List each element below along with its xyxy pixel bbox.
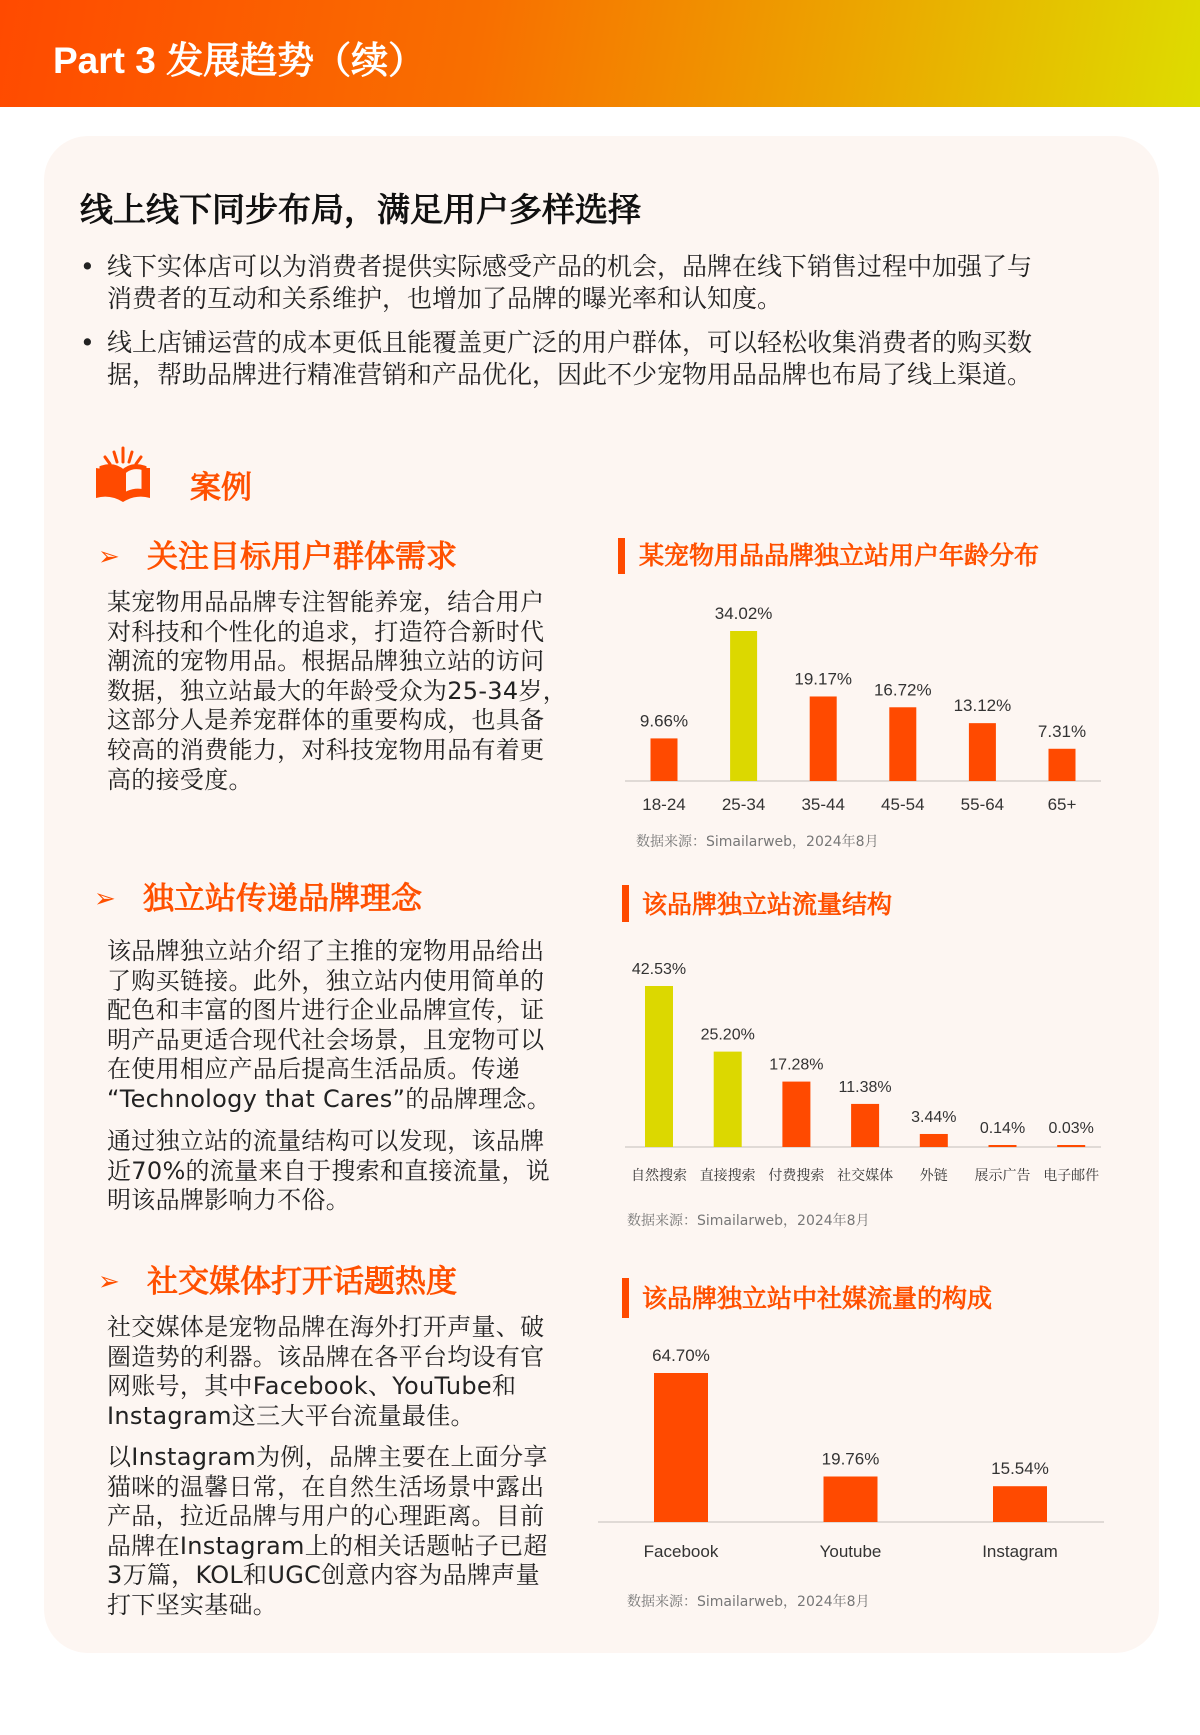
chart-title: 该品牌独立站流量结构 — [642, 890, 893, 919]
text-line: 圈造势的利器。该品牌在各平台均设有官 — [107, 1342, 545, 1371]
text-line: 猫咪的温馨日常，在自然生活场景中露出 — [107, 1472, 545, 1501]
text-line: 明该品牌影响力不俗。 — [107, 1186, 350, 1215]
page-header — [0, 0, 1200, 107]
section-paragraph — [107, 1313, 544, 1431]
text-line: 配色和丰富的图片进行企业品牌宣传，证 — [107, 996, 545, 1025]
text-line: 数据，独立站最大的年龄受众为25-34岁， — [107, 676, 568, 705]
text-line: 网账号，其中Facebook、YouTube和 — [107, 1372, 517, 1401]
data-label: 42.53% — [631, 961, 687, 978]
page-title: Part 3 发展趋势（续） — [53, 40, 426, 81]
chart-title-bar — [618, 538, 625, 574]
data-label: 15.54% — [991, 1459, 1049, 1479]
text-line: 产品，拉近品牌与用户的心理距离。目前 — [107, 1502, 545, 1531]
chart-source: 数据来源：Simailarweb，2024年8月 — [627, 1213, 870, 1229]
chart-title-bar — [622, 885, 629, 922]
text-line: 该品牌独立站介绍了主推的宠物用品给出 — [107, 937, 545, 965]
text-line: 高的接受度。 — [107, 765, 253, 794]
text-line: 某宠物用品品牌专注智能养宠，结合用户 — [107, 588, 545, 616]
open-book-icon — [92, 444, 154, 506]
bullet-line: 线上店铺运营的成本更低且能覆盖更广泛的用户群体，可以轻松收集消费者的购买数 — [107, 328, 1033, 357]
bullet-line: 线下实体店可以为消费者提供实际感受产品的机会，品牌在线下销售过程中加强了与 — [107, 252, 1033, 281]
category-label: 自然搜索 — [631, 1167, 687, 1183]
section-title: 社交媒体打开话题热度 — [147, 1264, 457, 1300]
category-label: 35-44 — [801, 795, 845, 814]
category-label: 25-34 — [721, 795, 766, 814]
data-label: 19.76% — [821, 1449, 880, 1469]
data-label: 19.17% — [794, 669, 853, 689]
text-line: 这部分人是养宠群体的重要构成，也具备 — [107, 706, 545, 735]
data-label: 0.03% — [1048, 1120, 1094, 1137]
text-line: 潮流的宠物用品。根据品牌独立站的访问 — [107, 647, 545, 676]
bullet-line: 消费者的互动和关系维护，也增加了品牌的曝光率和认知度。 — [107, 284, 783, 313]
data-label: 7.31% — [1037, 721, 1087, 741]
text-line: 通过独立站的流量结构可以发现，该品牌 — [107, 1127, 545, 1155]
text-line: 品牌在Instagram上的相关话题帖子已超 — [107, 1531, 548, 1560]
text-line: 近70%的流量来自于搜索和直接流量，说 — [107, 1156, 551, 1185]
arrow-icon: ➢ — [98, 1267, 120, 1297]
category-label: 65+ — [1047, 795, 1077, 814]
case-label: 案例 — [190, 470, 252, 506]
category-label: 直接搜索 — [699, 1167, 756, 1183]
category-label: 18-24 — [642, 795, 686, 814]
chart-title-bar — [622, 1278, 629, 1318]
chart-title: 某宠物用品品牌独立站用户年龄分布 — [639, 541, 1040, 570]
data-label: 0.14% — [979, 1120, 1026, 1137]
text-line: “Technology that Cares”的品牌理念。 — [107, 1084, 552, 1113]
data-label: 9.66% — [639, 711, 689, 731]
category-label: 社交媒体 — [837, 1167, 894, 1183]
section-headline: 线上线下同步布局，满足用户多样选择 — [80, 190, 641, 229]
section-paragraph — [107, 937, 551, 1115]
text-line: 社交媒体是宠物品牌在海外打开声量、破 — [107, 1313, 545, 1341]
text-line: 3万篇，KOL和UGC创意内容为品牌声量 — [107, 1561, 540, 1590]
bullet-dot: • — [80, 252, 95, 281]
category-label: 电子邮件 — [1043, 1167, 1100, 1183]
text-line: 明产品更适合现代社会场景，且宠物可以 — [107, 1025, 545, 1054]
data-label: 25.20% — [700, 1026, 755, 1044]
data-label: 3.44% — [911, 1108, 957, 1126]
category-label: 45-54 — [881, 795, 925, 814]
arrow-icon: ➢ — [98, 542, 120, 572]
section-paragraph — [107, 1443, 548, 1621]
category-label: 付费搜索 — [768, 1167, 825, 1183]
category-label: 展示广告 — [974, 1167, 1031, 1183]
section-title: 独立站传递品牌理念 — [143, 881, 422, 917]
data-label: 64.70% — [652, 1346, 710, 1365]
category-label: Facebook — [643, 1542, 719, 1561]
category-label: 55-64 — [960, 795, 1005, 814]
category-label: Instagram — [982, 1542, 1058, 1561]
section-title: 关注目标用户群体需求 — [147, 539, 457, 575]
bullet-dot: • — [80, 328, 95, 357]
section-paragraph — [107, 1127, 550, 1216]
text-line: 打下坚实基础。 — [107, 1590, 278, 1619]
section-paragraph — [107, 588, 567, 795]
text-line: 以Instagram为例，品牌主要在上面分享 — [107, 1443, 548, 1471]
category-label: Youtube — [819, 1542, 882, 1561]
data-label: 11.38% — [838, 1078, 892, 1096]
chart-title: 该品牌独立站中社媒流量的构成 — [642, 1284, 993, 1313]
data-label: 16.72% — [873, 680, 932, 700]
arrow-icon: ➢ — [94, 884, 116, 914]
data-label: 34.02% — [714, 604, 773, 623]
data-label: 17.28% — [769, 1056, 824, 1074]
text-line: 较高的消费能力，对科技宠物用品有着更 — [107, 735, 545, 764]
text-line: 对科技和个性化的追求，打造符合新时代 — [107, 617, 545, 646]
category-label: 外链 — [919, 1167, 948, 1183]
chart-source: 数据来源：Simailarweb，2024年8月 — [636, 834, 879, 850]
text-line: Instagram这三大平台流量最佳。 — [107, 1401, 475, 1430]
bullet-line: 据，帮助品牌进行精准营销和产品优化，因此不少宠物用品品牌也布局了线上渠道。 — [107, 360, 1033, 389]
text-line: 在使用相应产品后提高生活品质。传递 — [107, 1055, 521, 1084]
chart-source: 数据来源：Simailarweb，2024年8月 — [627, 1594, 870, 1610]
data-label: 13.12% — [953, 696, 1012, 716]
text-line: 了购买链接。此外，独立站内使用简单的 — [107, 966, 545, 995]
